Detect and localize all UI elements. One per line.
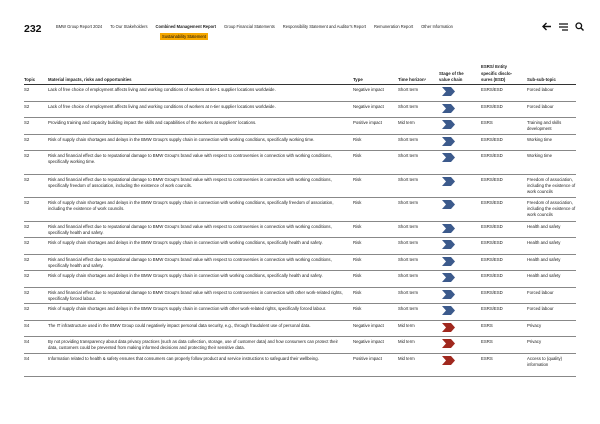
row-horizon: Short term (398, 240, 419, 245)
row-material: Risk of supply chain shortages and delays in the BMW Group's supply chain in connection with working conditions, specifically health and safety. (48, 240, 323, 245)
row-material: Risk and financial effect due to reputational damage to BMW Group's brand value with respect to controversies in connection with working conditions, specifically health and safety. (48, 223, 332, 235)
row-esrs: ESRS/ESD (481, 289, 503, 295)
nav-management-report[interactable]: Combined Management Report (155, 24, 217, 29)
row-type: Positive impact (353, 355, 382, 361)
table-body (24, 85, 576, 377)
row-esrs: ESRS/ESD (481, 200, 503, 205)
row-type: Risk (353, 223, 362, 229)
row-material: Risk of supply chain shortages and delays in the BMW Group's supply chain in connection with working conditions, specifically freedom of association, including the existence of work councils. (48, 200, 334, 212)
nav-stakeholders[interactable]: To Our Stakeholders (110, 24, 148, 29)
row-subsub: Health and safety (527, 256, 561, 262)
row-type: Negative impact (353, 87, 384, 92)
value-chain-arrow-icon (439, 200, 469, 211)
value-chain-arrow-icon (439, 290, 469, 301)
table-row (24, 288, 576, 305)
col-stage: Stage of the value chain (439, 70, 464, 82)
row-type: Risk (353, 240, 362, 245)
row-horizon: Short term (398, 256, 419, 262)
table-row (24, 102, 576, 119)
row-type: Negative impact (353, 103, 384, 109)
row-horizon: Short term (398, 136, 419, 142)
row-subsub: Health and safety (527, 240, 561, 245)
value-chain-arrow-icon (439, 120, 469, 131)
col-esrs: ESRS/ Entity specific disclo- sures (ESD) (481, 64, 513, 82)
value-chain-arrow-icon (439, 273, 469, 284)
header-icons (542, 22, 584, 31)
value-chain-arrow-icon (439, 177, 469, 188)
table-header (24, 60, 576, 85)
row-esrs: ESRS/ESD (481, 153, 503, 158)
table-row (24, 175, 576, 199)
table-row (24, 151, 576, 175)
row-type: Negative impact (353, 339, 384, 344)
row-subsub: Freedom of association, including the existence of work councils (527, 176, 576, 194)
row-horizon: Short term (398, 176, 419, 182)
row-esrs: ESRS/ESD (481, 136, 503, 142)
row-subsub: Training and skills development (527, 120, 562, 132)
col-type: Type (353, 76, 363, 82)
back-arrow-icon[interactable] (542, 22, 552, 31)
row-material: Information related to health & safety ensures that consumers can properly follow product and service instructions to safeguard their wellbeing. (48, 355, 319, 361)
search-icon[interactable] (575, 22, 584, 31)
subnav-sustainability[interactable]: Sustainability Statement (162, 34, 206, 39)
table-row (24, 304, 576, 321)
row-topic: S4 (24, 355, 30, 361)
table-row (24, 354, 576, 378)
row-subsub: Access to (quality) information (527, 355, 563, 367)
row-topic: S2 (24, 240, 30, 245)
row-type: Risk (353, 176, 362, 182)
row-topic: S2 (24, 136, 30, 142)
table-row (24, 222, 576, 239)
row-subsub: Freedom of association, including the existence of work councils (527, 200, 576, 218)
row-horizon: Short term (398, 200, 419, 205)
table-row (24, 271, 576, 288)
row-horizon: Short term (398, 223, 419, 229)
row-material: Lack of free choice of employment affects living and working conditions of workers at tier-1 supplier locations worldwide. (48, 87, 276, 92)
row-type: Risk (353, 289, 362, 295)
row-esrs: ESRS/ESD (481, 87, 503, 92)
row-material: By not providing transparency about data privacy practices (such as data collection, storage, use of customer data) and how consumers can protect their data, customers could be prevented from making informed decisions and protecting their sensitive data. (48, 339, 338, 351)
row-topic: S2 (24, 289, 30, 295)
row-esrs: ESRS/ESD (481, 103, 503, 109)
row-esrs: ESRS/ESD (481, 306, 503, 311)
row-horizon: Mid term (398, 339, 415, 344)
value-chain-arrow-icon (439, 306, 469, 317)
nav-other-info[interactable]: Other Information (421, 24, 453, 29)
table-row (24, 198, 576, 222)
row-subsub: Health and safety (527, 223, 561, 229)
row-material: Risk of supply chain shortages and delays in the BMW Group's supply chain in connection with working conditions, specifically health and safety. (48, 273, 323, 278)
row-subsub: Privacy (527, 339, 542, 344)
row-type: Risk (353, 200, 362, 205)
row-material: Risk and financial effect due to reputational damage to BMW Group's brand value with respect to controversies in connection with working conditions, specifically working time. (48, 153, 332, 165)
row-esrs: ESRS/ESD (481, 223, 503, 229)
row-horizon: Short term (398, 153, 419, 158)
col-subsub: Sub-sub-topic (527, 76, 556, 82)
row-topic: S2 (24, 306, 30, 311)
table-row (24, 321, 576, 338)
row-esrs: ESRS (481, 339, 493, 344)
menu-icon[interactable] (559, 23, 568, 31)
row-esrs: ESRS (481, 120, 493, 125)
row-horizon: Mid term (398, 322, 415, 328)
value-chain-arrow-icon (439, 323, 469, 334)
row-material: Risk of supply chain shortages and delays in the BMW Group's supply chain in connection with working conditions, specifically working time. (48, 136, 315, 142)
row-type: Risk (353, 256, 362, 262)
row-topic: S2 (24, 103, 30, 109)
row-horizon: Short term (398, 306, 419, 311)
row-type: Risk (353, 136, 362, 142)
row-topic: S2 (24, 120, 30, 125)
row-topic: S4 (24, 339, 30, 344)
row-esrs: ESRS/ESD (481, 240, 503, 245)
table-row (24, 238, 576, 255)
row-esrs: ESRS (481, 355, 493, 361)
value-chain-arrow-icon (439, 137, 469, 148)
value-chain-arrow-icon (439, 104, 469, 115)
row-material: Risk of supply chain shortages and delays in the BMW Group's supply chain in connection with other work-related rights, specifically forced labour. (48, 306, 327, 311)
row-topic: S2 (24, 273, 30, 278)
table-row (24, 337, 576, 354)
table-row (24, 85, 576, 102)
row-subsub: Forced labour (527, 306, 554, 311)
row-horizon: Mid term (398, 120, 415, 125)
col-topic: Topic (24, 76, 36, 82)
row-topic: S2 (24, 87, 30, 92)
nav-financial-statements[interactable]: Group Financial Statements (224, 24, 275, 29)
row-horizon: Short term (398, 103, 419, 109)
row-type: Positive impact (353, 120, 382, 125)
value-chain-arrow-icon (439, 240, 469, 251)
row-esrs: ESRS/ESD (481, 256, 503, 262)
row-material: Risk and financial effect due to reputational damage to BMW Group's brand value with respect to controversies in connection with other work-related rights, specifically forced labour. (48, 289, 343, 301)
row-topic: S4 (24, 322, 30, 328)
value-chain-arrow-icon (439, 339, 469, 350)
row-type: Risk (353, 153, 362, 158)
nav-remuneration[interactable]: Remuneration Report (373, 24, 414, 29)
row-subsub: Forced labour (527, 103, 554, 109)
value-chain-arrow-icon (439, 87, 469, 98)
materiality-table (24, 60, 576, 377)
row-horizon: Short term (398, 273, 419, 278)
row-topic: S2 (24, 176, 30, 182)
row-subsub: Working time (527, 153, 552, 158)
row-esrs: ESRS/ESD (481, 176, 503, 182)
nav-responsibility[interactable]: Responsibility Statement and Auditor's Report (282, 24, 366, 29)
row-type: Risk (353, 273, 362, 278)
value-chain-arrow-icon (439, 356, 469, 367)
row-esrs: ESRS (481, 322, 493, 328)
row-material: The IT infrastructure used in the BMW Group could negatively impact personal data security, e.g., through fraudulent use of personal data. (48, 322, 311, 328)
row-material: Providing training and capacity building impact the skills and capabilities of the workers at suppliers' locations. (48, 120, 257, 125)
col-horizon: Time horizon¹ (398, 76, 427, 82)
row-subsub: Health and safety (527, 273, 561, 278)
row-esrs: ESRS/ESD (481, 273, 503, 278)
top-nav (56, 24, 453, 29)
page-number: 232 (24, 23, 42, 35)
row-horizon: Mid term (398, 355, 415, 361)
row-material: Lack of free choice of employment affects living and working conditions of workers at n-tier supplier locations worldwide. (48, 103, 276, 109)
table-row (24, 118, 576, 135)
row-material: Risk and financial effect due to reputational damage to BMW Group's brand value with respect to controversies in connection with working conditions, specifically health and safety. (48, 256, 332, 268)
value-chain-arrow-icon (439, 224, 469, 235)
row-topic: S2 (24, 200, 30, 205)
row-subsub: Working time (527, 136, 552, 142)
row-type: Negative impact (353, 322, 384, 328)
table-row (24, 255, 576, 272)
row-subsub: Privacy (527, 322, 542, 328)
row-topic: S2 (24, 153, 30, 158)
col-material: Material impacts, risks and opportunities (48, 76, 132, 82)
row-material: Risk and financial effect due to reputational damage to BMW Group's brand value with respect to controversies in connection with working conditions, specifically freedom of association, including the existence of work councils. (48, 176, 332, 188)
table-row (24, 135, 576, 152)
row-subsub: Forced labour (527, 289, 554, 295)
nav-report[interactable]: BMW Group Report 2024 (56, 24, 103, 29)
value-chain-arrow-icon (439, 153, 469, 164)
row-subsub: Forced labour (527, 87, 554, 92)
row-topic: S2 (24, 223, 30, 229)
row-horizon: Short term (398, 87, 419, 92)
value-chain-arrow-icon (439, 257, 469, 268)
row-horizon: Short term (398, 289, 419, 295)
row-topic: S2 (24, 256, 30, 262)
row-type: Risk (353, 306, 362, 311)
